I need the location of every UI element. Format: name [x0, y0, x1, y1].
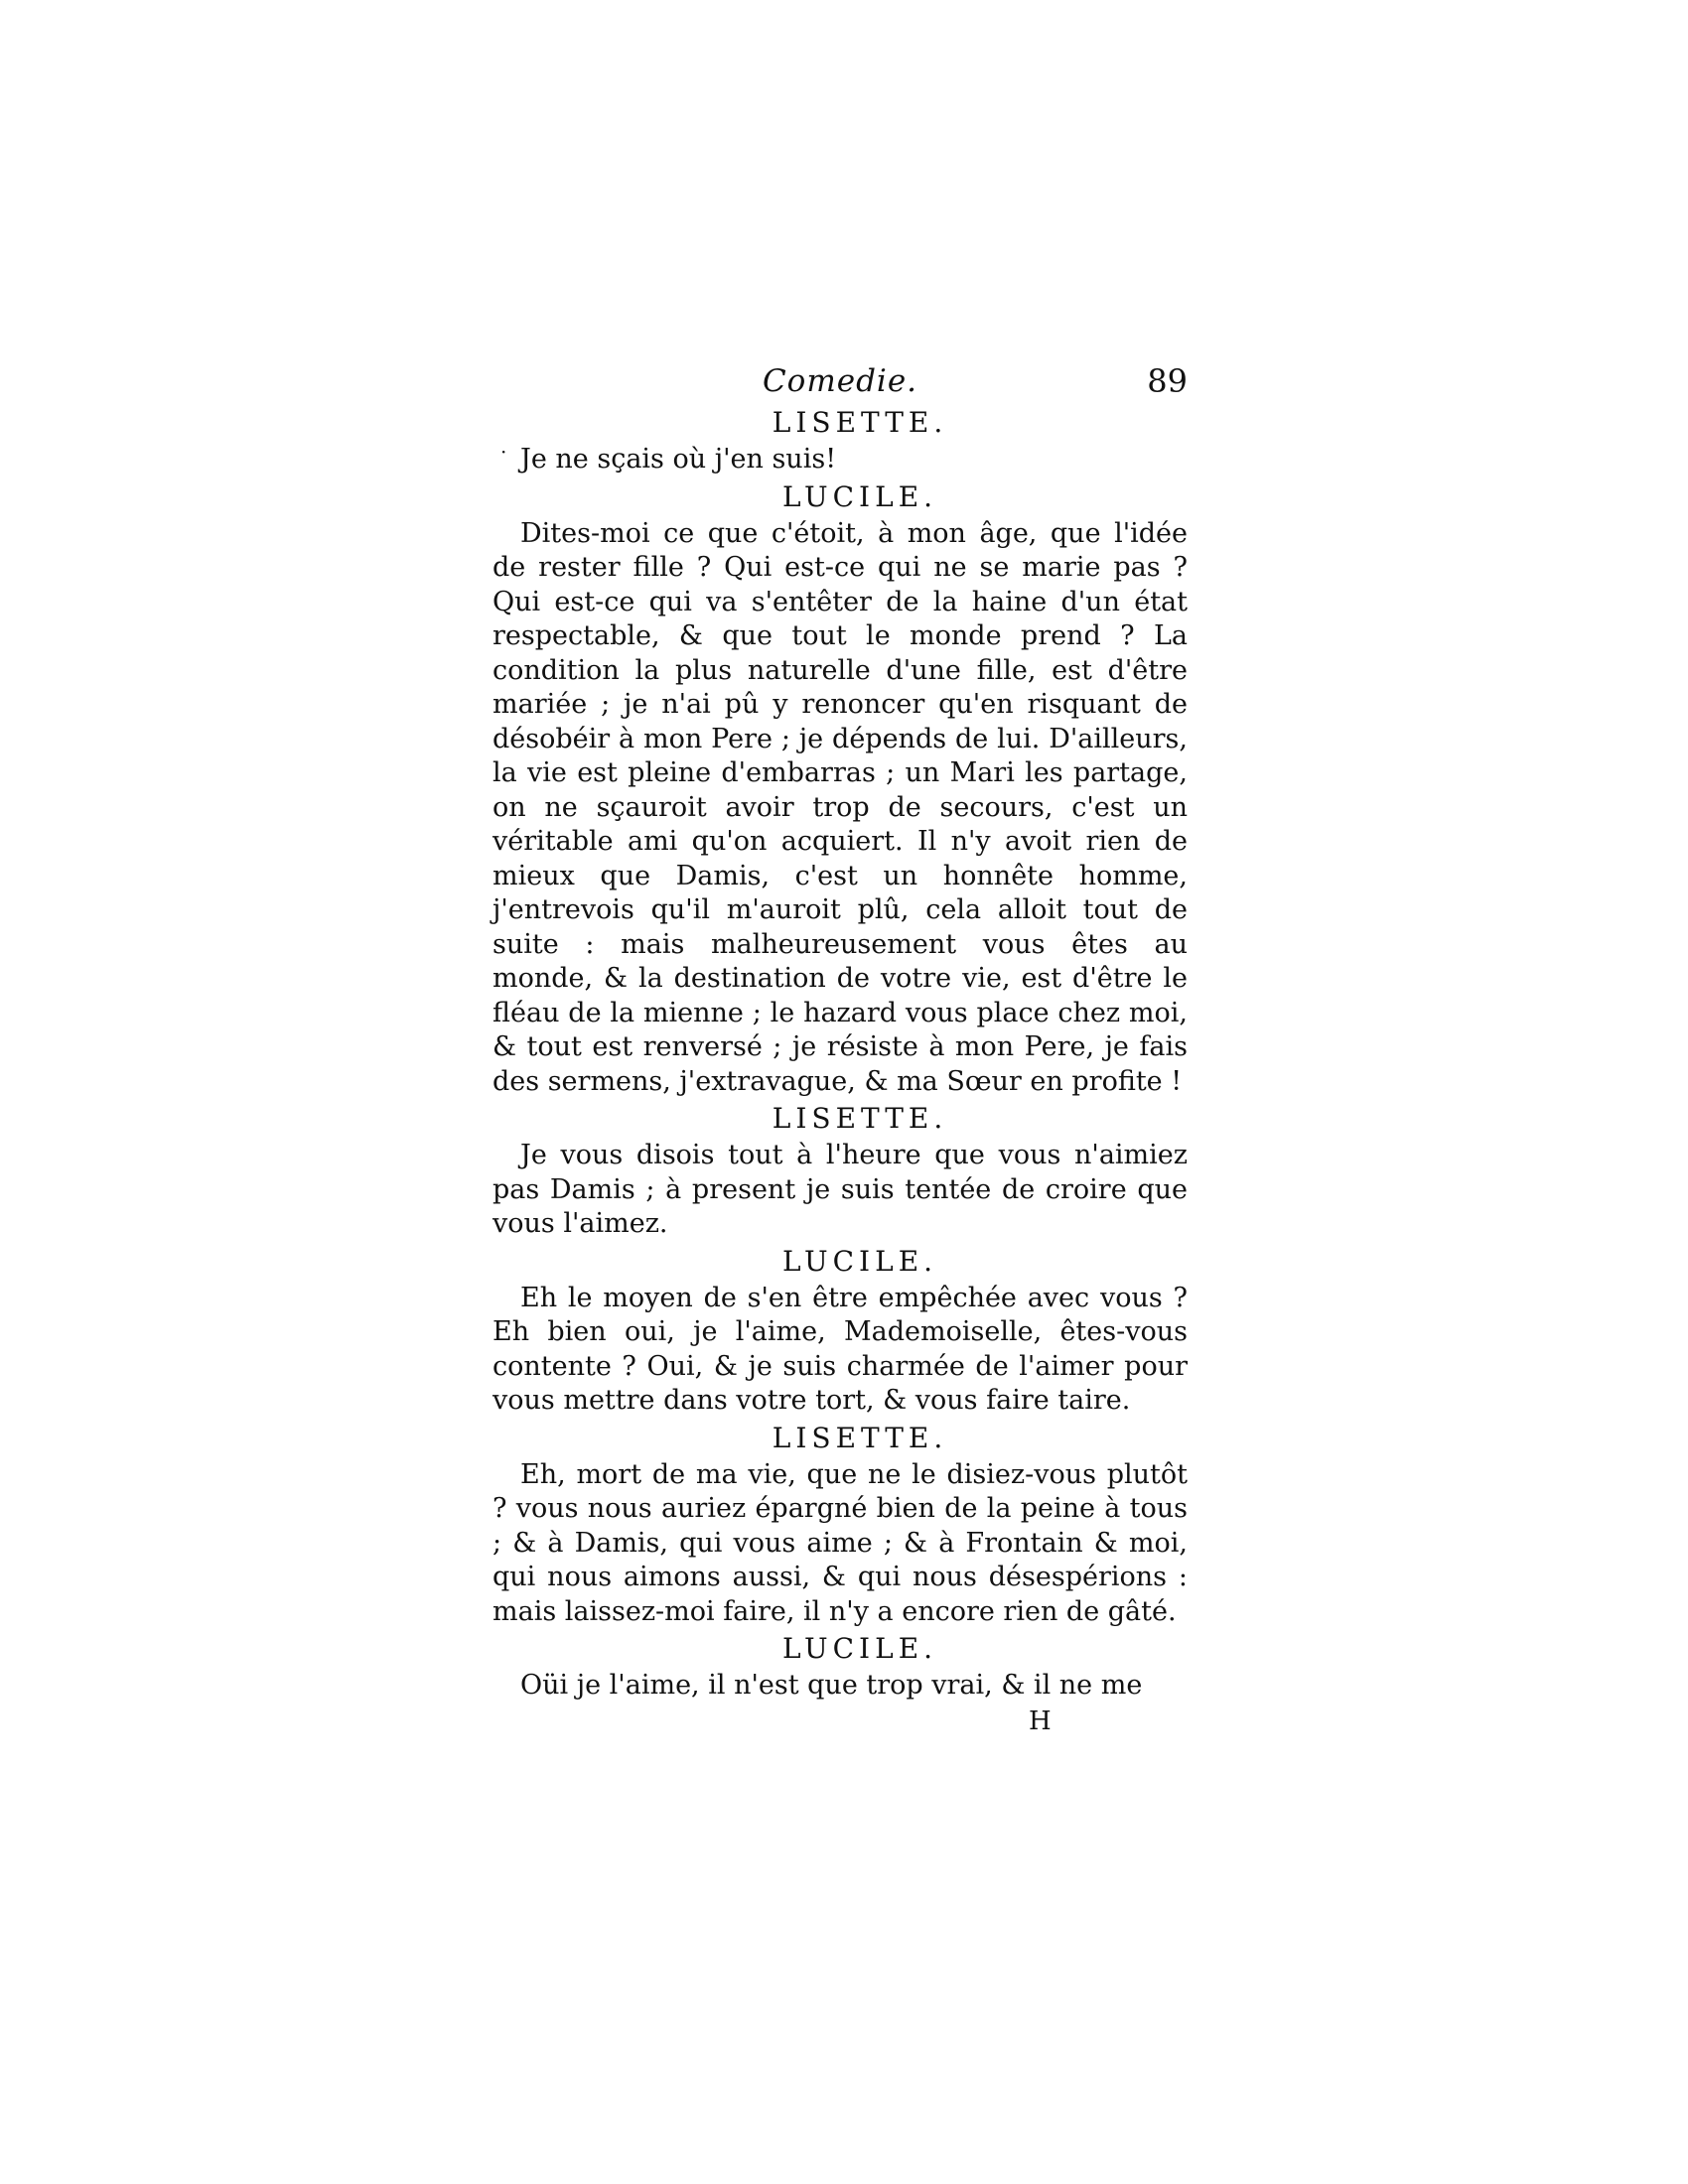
speaker-name: LUCILE. — [781, 479, 938, 513]
dialogue-entry — [492, 1242, 1188, 1419]
speech-text: Dites-moi ce que c'étoit, à mon âge, que l'idée de rester fille ? Qui est-ce qui ne se marie pas ? Qui est-ce qui va s'entêter de la haine d'un état respectable, & que tout le monde prend ? La condition la plus naturelle d'une fille, est d'être mariée ; je n'ai pû y renoncer qu'en risquant de désobéir à mon Pere ; je dépends de lui. D'ailleurs, la vie est pleine d'embarras ; un Mari les partage, on ne sçauroit avoir trop de secours, c'est un véritable ami qu'on acquiert. Il n'y avoit rien de mieux que Damis, c'est un honnête homme, j'entrevois qu'il m'auroit plû, cela alloit tout de suite : mais malheureusement vous êtes au monde, & la destination de votre vie, est d'être le fléau de la mienne ; le hazard vous place chez moi, & tout est renversé ; je résiste à mon Pere, je fais des sermens, j'extravague, & ma Sœur en profite ! — [492, 517, 1188, 1097]
speaker-name: LISETTE. — [772, 1421, 948, 1454]
speech-text: Eh le moyen de s'en être empêchée avec vous ? Eh bien oui, je l'aime, Mademoiselle, êtes-vous contente ? Oui, & je suis charmée de l'aimer pour vous mettre dans votre tort, & vous faire taire. — [492, 1282, 1188, 1416]
ink-speck: · — [500, 440, 507, 464]
speaker-name: LISETTE. — [772, 406, 948, 439]
dialogue-entry — [492, 403, 1188, 478]
signature-mark: H — [1029, 1706, 1053, 1736]
page-footer — [492, 1704, 1188, 1743]
speech-text: Eh, mort de ma vie, que ne le disiez-vous plutôt ? vous nous auriez épargné bien de la peine à tous ; & à Damis, qui vous aime ; & à Frontain & moi, qui nous aimons aussi, & qui nous désespérions : mais laissez-moi faire, il n'y a encore rien de gâté. — [492, 1458, 1188, 1627]
page-number: 89 — [1147, 362, 1188, 400]
speech-text: Je vous disois tout à l'heure que vous n'aimiez pas Damis ; à present je suis tentée de croire que vous l'aimez. — [492, 1140, 1188, 1239]
speech-text: Oüi je l'aime, il n'est que trop vrai, & il ne me — [520, 1670, 1143, 1701]
text-block — [492, 359, 1188, 1743]
dialogue-entry — [492, 1419, 1188, 1630]
dialogue-entry — [492, 1099, 1188, 1242]
speech-text: Je ne sçais où j'en suis! — [520, 444, 837, 475]
running-title: Comedie. — [762, 363, 918, 399]
page-header — [492, 359, 1188, 403]
speaker-name: LISETTE. — [772, 1102, 948, 1135]
speaker-name: LUCILE. — [781, 1632, 938, 1665]
dialogue-entry — [492, 478, 1188, 1100]
speaker-name: LUCILE. — [781, 1244, 938, 1278]
dialogue-entry — [492, 1629, 1188, 1704]
